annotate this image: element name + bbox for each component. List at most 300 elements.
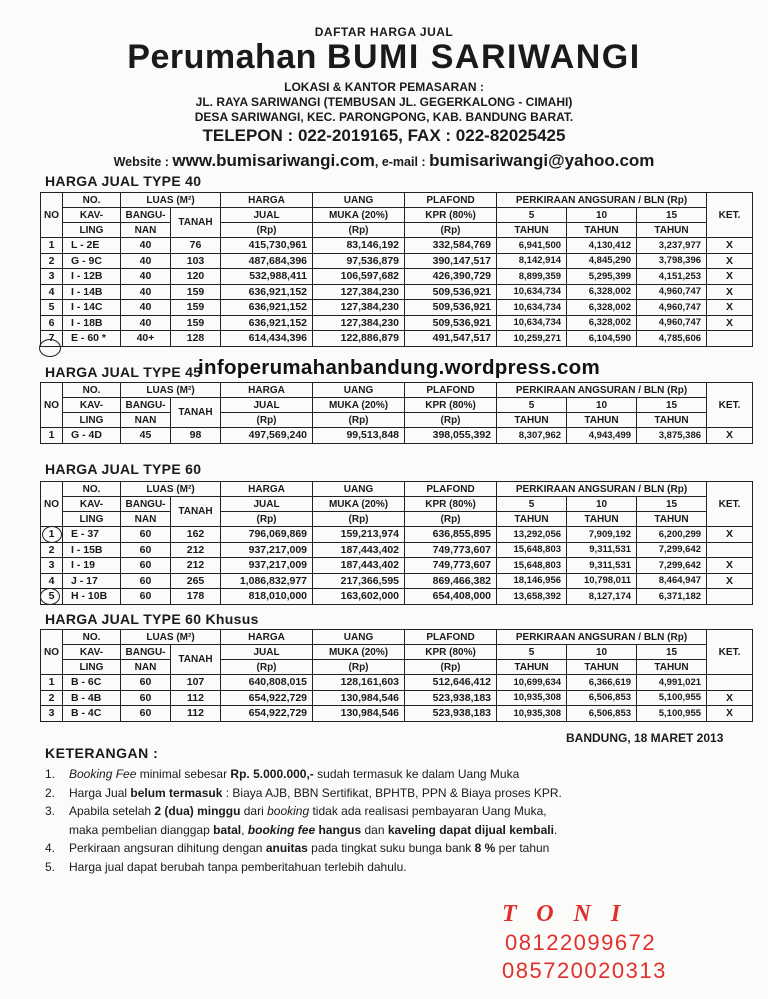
cell-no: 3 bbox=[41, 558, 63, 574]
note-text: Harga jual dapat berubah tanpa pemberitahuan terlebih dahulu. bbox=[69, 859, 407, 874]
col-header-no: NO bbox=[41, 193, 63, 238]
cell-harga: 937,217,009 bbox=[221, 558, 313, 574]
cell-bangunan: 40 bbox=[121, 300, 171, 316]
col-header-bangunan: BANGU- bbox=[121, 398, 171, 413]
cell-plafond: 509,536,921 bbox=[405, 315, 497, 331]
col-header-plafond: PLAFOND bbox=[405, 383, 497, 398]
col-header-tahun: TAHUN bbox=[497, 413, 567, 428]
note-text: . bbox=[553, 822, 558, 837]
note-text: Harga Jual bbox=[69, 785, 131, 800]
title-prefix: Perumahan bbox=[127, 38, 317, 76]
fax-label: , FAX : bbox=[398, 126, 452, 145]
website-label: Website : bbox=[113, 155, 169, 169]
cell-plafond: 869,466,382 bbox=[405, 573, 497, 589]
cell-a10: 4,130,412 bbox=[567, 238, 637, 254]
col-header-luas: LUAS (M²) bbox=[121, 630, 221, 645]
cell-a15: 7,299,642 bbox=[637, 542, 707, 558]
cell-no: 1 bbox=[41, 527, 63, 543]
cell-tanah: 178 bbox=[171, 589, 221, 605]
cell-plafond: 491,547,517 bbox=[405, 331, 497, 347]
table-row bbox=[41, 315, 753, 331]
table-row bbox=[41, 331, 753, 347]
col-header-angsuran: PERKIRAAN ANGSURAN / BLN (Rp) bbox=[497, 630, 707, 645]
note-item bbox=[45, 840, 745, 859]
cell-plafond: 654,408,000 bbox=[405, 589, 497, 605]
col-header-plafond: PLAFOND bbox=[405, 630, 497, 645]
phone-fax-line bbox=[0, 126, 768, 146]
col-header-no: NO bbox=[41, 630, 63, 675]
cell-plafond: 749,773,607 bbox=[405, 558, 497, 574]
watermark-url: infoperumahanbandung.wordpress.com bbox=[198, 356, 601, 379]
cell-uang-muka: 97,536,879 bbox=[313, 253, 405, 269]
cell-a15: 3,875,386 bbox=[637, 428, 707, 444]
cell-tanah: 103 bbox=[171, 253, 221, 269]
note-text: dari bbox=[240, 804, 268, 818]
cell-harga: 654,922,729 bbox=[221, 690, 313, 706]
cell-no: 3 bbox=[41, 269, 63, 285]
col-header-tanah: TANAH bbox=[171, 497, 221, 527]
cell-bangunan: 60 bbox=[121, 675, 171, 691]
note-number: 4. bbox=[45, 841, 56, 855]
col-header-harga: HARGA bbox=[221, 383, 313, 398]
cell-a5: 8,307,962 bbox=[497, 428, 567, 444]
cell-uang-muka: 127,384,230 bbox=[313, 284, 405, 300]
col-header-harga: HARGA bbox=[221, 193, 313, 208]
note-text: Booking Fee bbox=[69, 767, 137, 781]
cell-no: 4 bbox=[41, 284, 63, 300]
contact-line bbox=[0, 151, 768, 171]
cell-a10: 8,127,174 bbox=[567, 589, 637, 605]
address-line-1: JL. RAYA SARIWANGI (TEMBUSAN JL. GEGERKALONG - CIMAHI) bbox=[195, 95, 573, 109]
col-header-rp: (Rp) bbox=[313, 413, 405, 428]
cell-bangunan: 60 bbox=[121, 589, 171, 605]
cell-no: 5 bbox=[41, 300, 63, 316]
cell-a5: 10,935,308 bbox=[497, 690, 567, 706]
cell-a5: 10,634,734 bbox=[497, 284, 567, 300]
cell-kav: I - 19 bbox=[63, 558, 121, 574]
table-row bbox=[41, 428, 753, 444]
col-header-uang: UANG bbox=[313, 383, 405, 398]
cell-tanah: 212 bbox=[171, 558, 221, 574]
cell-kav: E - 60 * bbox=[63, 331, 121, 347]
cell-bangunan: 45 bbox=[121, 428, 171, 444]
cell-a10: 6,328,002 bbox=[567, 284, 637, 300]
note-text: belum termasuk bbox=[130, 785, 223, 800]
col-header-ket: KET. bbox=[707, 193, 753, 238]
cell-no: 2 bbox=[41, 542, 63, 558]
cell-bangunan: 40 bbox=[121, 269, 171, 285]
note-text: Perkiraan angsuran dihitung dengan bbox=[69, 841, 266, 855]
cell-kav: I - 18B bbox=[63, 315, 121, 331]
cell-no: 1 bbox=[41, 238, 63, 254]
col-header-bangunan: BANGU- bbox=[121, 645, 171, 660]
cell-bangunan: 40 bbox=[121, 238, 171, 254]
cell-a15: 4,151,253 bbox=[637, 269, 707, 285]
cell-a10: 5,295,399 bbox=[567, 269, 637, 285]
cell-kav: L - 2E bbox=[63, 238, 121, 254]
cell-ket: X bbox=[707, 315, 753, 331]
cell-a10: 6,506,853 bbox=[567, 706, 637, 722]
cell-bangunan: 40+ bbox=[121, 331, 171, 347]
cell-harga: 636,921,152 bbox=[221, 284, 313, 300]
phone-label: TELEPON : bbox=[202, 126, 294, 145]
note-text: , bbox=[241, 822, 248, 837]
cell-bangunan: 40 bbox=[121, 284, 171, 300]
table-row bbox=[41, 284, 753, 300]
cell-no: 3 bbox=[41, 706, 63, 722]
col-header-muka: MUKA (20%) bbox=[313, 398, 405, 413]
cell-a5: 10,935,308 bbox=[497, 706, 567, 722]
note-text: hangus bbox=[315, 822, 362, 837]
cell-plafond: 636,855,895 bbox=[405, 527, 497, 543]
cell-no: 5 bbox=[41, 589, 63, 605]
cell-plafond: 398,055,392 bbox=[405, 428, 497, 444]
col-header-luas: LUAS (M²) bbox=[121, 383, 221, 398]
table-row bbox=[41, 269, 753, 285]
col-header-15: 15 bbox=[637, 398, 707, 413]
cell-kav: G - 4D bbox=[63, 428, 121, 444]
col-header-nan: NAN bbox=[121, 223, 171, 238]
cell-ket bbox=[707, 675, 753, 691]
cell-uang-muka: 122,886,879 bbox=[313, 331, 405, 347]
cell-a10: 7,909,192 bbox=[567, 527, 637, 543]
col-header-tahun: TAHUN bbox=[567, 223, 637, 238]
col-header-rp: (Rp) bbox=[313, 660, 405, 675]
cell-a10: 4,845,290 bbox=[567, 253, 637, 269]
col-header-tanah: TANAH bbox=[171, 208, 221, 238]
location-label: LOKASI & KANTOR PEMASARAN : bbox=[284, 80, 484, 94]
col-header-uang: UANG bbox=[313, 482, 405, 497]
col-header-kav-no: NO. bbox=[63, 630, 121, 645]
col-header-tahun: TAHUN bbox=[637, 660, 707, 675]
cell-kav: E - 37 bbox=[63, 527, 121, 543]
note-text: per tahun bbox=[495, 841, 550, 855]
col-header-ket: KET. bbox=[707, 383, 753, 428]
col-header-kpr: KPR (80%) bbox=[405, 208, 497, 223]
cell-ket: X bbox=[707, 238, 753, 254]
cell-uang-muka: 128,161,603 bbox=[313, 675, 405, 691]
cell-tanah: 159 bbox=[171, 315, 221, 331]
col-header-10: 10 bbox=[567, 645, 637, 660]
col-header-ling: LING bbox=[63, 413, 121, 428]
cell-a10: 6,104,590 bbox=[567, 331, 637, 347]
email-link[interactable]: bumisariwangi@yahoo.com bbox=[429, 151, 655, 170]
cell-a5: 13,658,392 bbox=[497, 589, 567, 605]
col-header-uang: UANG bbox=[313, 630, 405, 645]
note-text: dan bbox=[361, 822, 388, 837]
note-text: kaveling dapat dijual kembali bbox=[387, 822, 554, 837]
cell-bangunan: 60 bbox=[121, 558, 171, 574]
cell-harga: 640,808,015 bbox=[221, 675, 313, 691]
section-title-type-40: HARGA JUAL TYPE 40 bbox=[45, 173, 202, 189]
cell-a15: 6,200,299 bbox=[637, 527, 707, 543]
notes-list bbox=[45, 766, 745, 877]
website-link[interactable]: www.bumisariwangi.com bbox=[172, 151, 375, 170]
col-header-jual: JUAL bbox=[221, 645, 313, 660]
cell-ket: X bbox=[707, 573, 753, 589]
cell-kav: I - 14B bbox=[63, 284, 121, 300]
cell-uang-muka: 130,984,546 bbox=[313, 690, 405, 706]
cell-ket: X bbox=[707, 428, 753, 444]
cell-bangunan: 60 bbox=[121, 527, 171, 543]
col-header-rp: (Rp) bbox=[405, 223, 497, 238]
col-header-5: 5 bbox=[497, 398, 567, 413]
cell-kav: I - 14C bbox=[63, 300, 121, 316]
col-header-nan: NAN bbox=[121, 512, 171, 527]
cell-bangunan: 60 bbox=[121, 690, 171, 706]
col-header-rp: (Rp) bbox=[313, 223, 405, 238]
col-header-jual: JUAL bbox=[221, 398, 313, 413]
cell-a15: 4,991,021 bbox=[637, 675, 707, 691]
cell-a5: 13,292,056 bbox=[497, 527, 567, 543]
cell-uang-muka: 99,513,848 bbox=[313, 428, 405, 444]
title-name: BUMI SARIWANGI bbox=[326, 38, 641, 76]
note-number: 2. bbox=[45, 785, 56, 800]
cell-a15: 7,299,642 bbox=[637, 558, 707, 574]
signature-phone-2: 085720020313 bbox=[502, 958, 667, 983]
cell-tanah: 162 bbox=[171, 527, 221, 543]
cell-tanah: 159 bbox=[171, 300, 221, 316]
cell-a10: 4,943,499 bbox=[567, 428, 637, 444]
cell-bangunan: 40 bbox=[121, 253, 171, 269]
cell-a10: 10,798,011 bbox=[567, 573, 637, 589]
cell-kav: B - 4C bbox=[63, 706, 121, 722]
col-header-kpr: KPR (80%) bbox=[405, 398, 497, 413]
cell-a10: 6,328,002 bbox=[567, 315, 637, 331]
cell-a5: 18,146,956 bbox=[497, 573, 567, 589]
col-header-harga: HARGA bbox=[221, 630, 313, 645]
cell-a5: 10,699,634 bbox=[497, 675, 567, 691]
cell-tanah: 128 bbox=[171, 331, 221, 347]
cell-harga: 796,069,869 bbox=[221, 527, 313, 543]
col-header-harga: HARGA bbox=[221, 482, 313, 497]
col-header-kav: KAV- bbox=[63, 398, 121, 413]
note-text: minimal sebesar bbox=[136, 767, 231, 781]
col-header-tahun: TAHUN bbox=[637, 223, 707, 238]
col-header-15: 15 bbox=[637, 497, 707, 512]
col-header-angsuran: PERKIRAAN ANGSURAN / BLN (Rp) bbox=[497, 482, 707, 497]
col-header-jual: JUAL bbox=[221, 208, 313, 223]
col-header-rp: (Rp) bbox=[405, 660, 497, 675]
cell-no: 6 bbox=[41, 315, 63, 331]
col-header-ling: LING bbox=[63, 512, 121, 527]
col-header-tahun: TAHUN bbox=[567, 660, 637, 675]
signature-name: TONI bbox=[502, 901, 641, 927]
col-header-kpr: KPR (80%) bbox=[405, 645, 497, 660]
col-header-uang: UANG bbox=[313, 193, 405, 208]
cell-no: 2 bbox=[41, 253, 63, 269]
note-item-continued bbox=[45, 822, 745, 841]
cell-a15: 3,798,396 bbox=[637, 253, 707, 269]
cell-uang-muka: 130,984,546 bbox=[313, 706, 405, 722]
cell-harga: 532,988,411 bbox=[221, 269, 313, 285]
table-row bbox=[41, 527, 753, 543]
cell-tanah: 212 bbox=[171, 542, 221, 558]
col-header-jual: JUAL bbox=[221, 497, 313, 512]
col-header-rp: (Rp) bbox=[405, 413, 497, 428]
col-header-kav: KAV- bbox=[63, 645, 121, 660]
cell-bangunan: 60 bbox=[121, 706, 171, 722]
cell-tanah: 120 bbox=[171, 269, 221, 285]
note-text: 8 % bbox=[474, 841, 496, 855]
table-row bbox=[41, 253, 753, 269]
cell-kav: B - 6C bbox=[63, 675, 121, 691]
table-row bbox=[41, 675, 753, 691]
note-text: maka pembelian dianggap bbox=[69, 822, 214, 837]
cell-tanah: 112 bbox=[171, 706, 221, 722]
cell-tanah: 159 bbox=[171, 284, 221, 300]
cell-ket bbox=[707, 331, 753, 347]
col-header-no: NO bbox=[41, 383, 63, 428]
cell-a15: 3,237,977 bbox=[637, 238, 707, 254]
cell-no: 4 bbox=[41, 573, 63, 589]
cell-plafond: 390,147,517 bbox=[405, 253, 497, 269]
col-header-tahun: TAHUN bbox=[497, 660, 567, 675]
handwritten-circle bbox=[39, 339, 61, 357]
cell-plafond: 512,646,412 bbox=[405, 675, 497, 691]
cell-plafond: 509,536,921 bbox=[405, 300, 497, 316]
cell-a10: 6,506,853 bbox=[567, 690, 637, 706]
handwritten-circle bbox=[42, 526, 62, 543]
col-header-tahun: TAHUN bbox=[497, 223, 567, 238]
col-header-angsuran: PERKIRAAN ANGSURAN / BLN (Rp) bbox=[497, 383, 707, 398]
cell-plafond: 749,773,607 bbox=[405, 542, 497, 558]
cell-harga: 614,434,396 bbox=[221, 331, 313, 347]
col-header-10: 10 bbox=[567, 497, 637, 512]
phone-number: 022-2019165 bbox=[297, 126, 399, 145]
section-title-type-60: HARGA JUAL TYPE 60 bbox=[45, 461, 202, 477]
col-header-5: 5 bbox=[497, 497, 567, 512]
col-header-kav: KAV- bbox=[63, 208, 121, 223]
cell-a15: 5,100,955 bbox=[637, 690, 707, 706]
cell-uang-muka: 127,384,230 bbox=[313, 300, 405, 316]
price-table-type-60 bbox=[40, 481, 753, 605]
col-header-plafond: PLAFOND bbox=[405, 193, 497, 208]
cell-plafond: 332,584,769 bbox=[405, 238, 497, 254]
cell-plafond: 523,938,183 bbox=[405, 706, 497, 722]
col-header-kpr: KPR (80%) bbox=[405, 497, 497, 512]
col-header-muka: MUKA (20%) bbox=[313, 208, 405, 223]
notes-title: KETERANGAN : bbox=[45, 745, 159, 761]
note-item bbox=[45, 859, 745, 878]
cell-no: 1 bbox=[41, 675, 63, 691]
note-text: Apabila setelah bbox=[69, 804, 155, 818]
cell-kav: I - 15B bbox=[63, 542, 121, 558]
table-row bbox=[41, 542, 753, 558]
note-text: anuitas bbox=[265, 841, 308, 855]
cell-plafond: 426,390,729 bbox=[405, 269, 497, 285]
cell-kav: I - 12B bbox=[63, 269, 121, 285]
cell-uang-muka: 187,443,402 bbox=[313, 542, 405, 558]
cell-ket: X bbox=[707, 558, 753, 574]
col-header-rp: (Rp) bbox=[221, 413, 313, 428]
col-header-nan: NAN bbox=[121, 413, 171, 428]
cell-harga: 415,730,961 bbox=[221, 238, 313, 254]
cell-uang-muka: 83,146,192 bbox=[313, 238, 405, 254]
cell-a5: 8,899,359 bbox=[497, 269, 567, 285]
cell-a15: 4,785,606 bbox=[637, 331, 707, 347]
cell-harga: 937,217,009 bbox=[221, 542, 313, 558]
cell-a10: 6,328,002 bbox=[567, 300, 637, 316]
price-table-type-40 bbox=[40, 192, 753, 347]
cell-uang-muka: 159,213,974 bbox=[313, 527, 405, 543]
col-header-muka: MUKA (20%) bbox=[313, 497, 405, 512]
note-text: Rp. 5.000.000,- bbox=[230, 767, 314, 781]
cell-kav: B - 4B bbox=[63, 690, 121, 706]
table-row bbox=[41, 558, 753, 574]
cell-ket: X bbox=[707, 300, 753, 316]
cell-no: 1 bbox=[41, 428, 63, 444]
col-header-rp: (Rp) bbox=[221, 512, 313, 527]
header-subtitle: DAFTAR HARGA JUAL bbox=[314, 25, 454, 39]
cell-uang-muka: 127,384,230 bbox=[313, 315, 405, 331]
table-row bbox=[41, 300, 753, 316]
note-text: 2 (dua) minggu bbox=[154, 804, 241, 818]
col-header-5: 5 bbox=[497, 645, 567, 660]
note-text: batal bbox=[213, 822, 242, 837]
cell-ket bbox=[707, 589, 753, 605]
page-title bbox=[0, 38, 768, 77]
col-header-angsuran: PERKIRAAN ANGSURAN / BLN (Rp) bbox=[497, 193, 707, 208]
col-header-bangunan: BANGU- bbox=[121, 497, 171, 512]
note-text: booking fee bbox=[247, 822, 316, 837]
cell-tanah: 76 bbox=[171, 238, 221, 254]
col-header-15: 15 bbox=[637, 208, 707, 223]
cell-plafond: 509,536,921 bbox=[405, 284, 497, 300]
cell-no: 7 bbox=[41, 331, 63, 347]
cell-a10: 9,311,531 bbox=[567, 542, 637, 558]
note-number: 5. bbox=[45, 859, 56, 874]
price-table-type-45 bbox=[40, 382, 753, 444]
col-header-ket: KET. bbox=[707, 630, 753, 675]
col-header-rp: (Rp) bbox=[405, 512, 497, 527]
col-header-kav-no: NO. bbox=[63, 193, 121, 208]
note-item bbox=[45, 766, 745, 785]
cell-ket: X bbox=[707, 269, 753, 285]
col-header-15: 15 bbox=[637, 645, 707, 660]
cell-uang-muka: 187,443,402 bbox=[313, 558, 405, 574]
col-header-luas: LUAS (M²) bbox=[121, 482, 221, 497]
note-number: 3. bbox=[45, 804, 56, 818]
cell-uang-muka: 163,602,000 bbox=[313, 589, 405, 605]
col-header-10: 10 bbox=[567, 208, 637, 223]
cell-uang-muka: 217,366,595 bbox=[313, 573, 405, 589]
signature-phone-1: 08122099672 bbox=[505, 930, 657, 955]
cell-tanah: 265 bbox=[171, 573, 221, 589]
section-title-type-45: HARGA JUAL TYPE 45 bbox=[45, 364, 202, 380]
cell-harga: 818,010,000 bbox=[221, 589, 313, 605]
cell-harga: 636,921,152 bbox=[221, 315, 313, 331]
col-header-tahun: TAHUN bbox=[567, 413, 637, 428]
table-row bbox=[41, 706, 753, 722]
note-item bbox=[45, 785, 745, 804]
cell-a10: 6,366,619 bbox=[567, 675, 637, 691]
cell-harga: 636,921,152 bbox=[221, 300, 313, 316]
cell-bangunan: 60 bbox=[121, 573, 171, 589]
note-text: sudah termasuk ke dalam Uang Muka bbox=[313, 767, 520, 781]
col-header-no: NO bbox=[41, 482, 63, 527]
cell-tanah: 98 bbox=[171, 428, 221, 444]
cell-a5: 15,648,803 bbox=[497, 542, 567, 558]
col-header-bangunan: BANGU- bbox=[121, 208, 171, 223]
note-text: : Biaya AJB, BBN Sertifikat, BPHTB, PPN & Biaya proses KPR. bbox=[222, 785, 562, 800]
note-text: pada tingkat suku bunga bank bbox=[307, 841, 475, 855]
col-header-kav-no: NO. bbox=[63, 383, 121, 398]
cell-ket: X bbox=[707, 253, 753, 269]
cell-harga: 497,569,240 bbox=[221, 428, 313, 444]
cell-a5: 10,634,734 bbox=[497, 300, 567, 316]
cell-harga: 487,684,396 bbox=[221, 253, 313, 269]
